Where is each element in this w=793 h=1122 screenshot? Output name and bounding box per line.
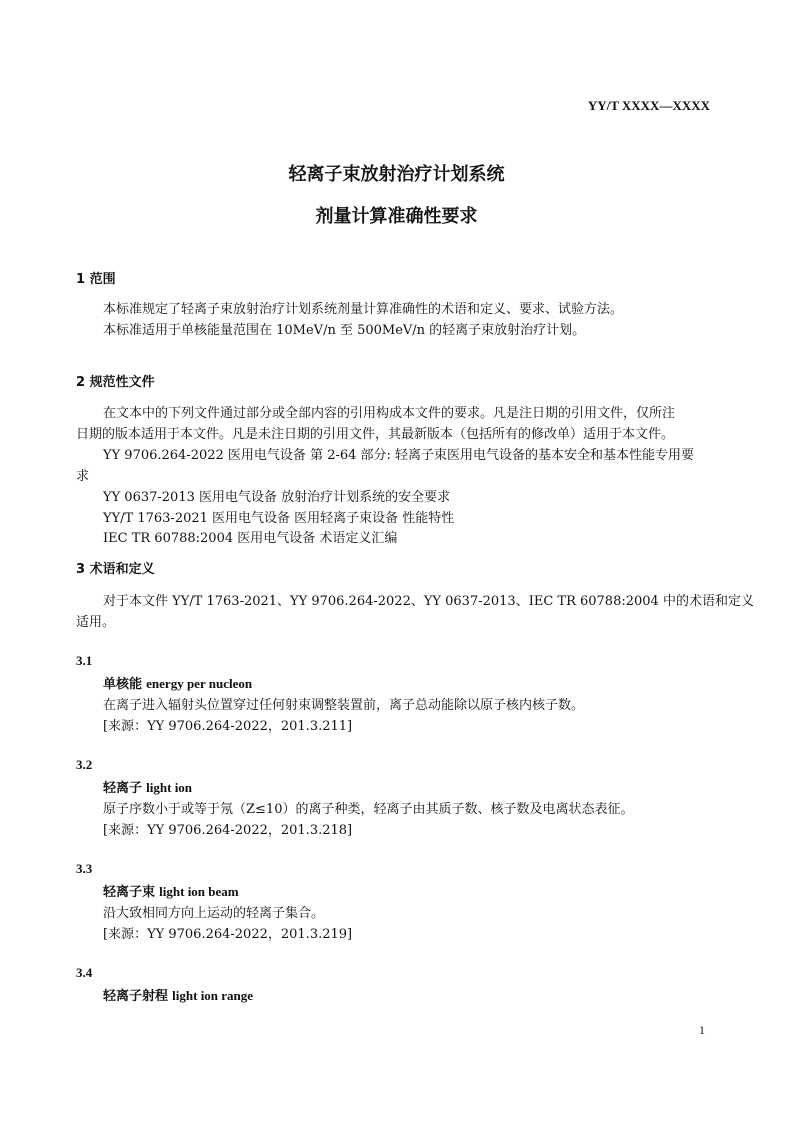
term-number: 3.4 xyxy=(76,965,93,980)
term-title xyxy=(103,673,252,692)
term-source: [来源：YY 9706.264-2022，201.3.218] xyxy=(103,823,353,838)
term-source: [来源：YY 9706.264-2022，201.3.219] xyxy=(103,927,353,942)
term-english: energy per nucleon xyxy=(146,676,253,691)
scope-paragraph: 本标准适用于单核能量范围在 10MeV/n 至 500MeV/n 的轻离子束放射治疗计划。 xyxy=(103,323,586,338)
reference-item: YY/T 1763-2021 医用电气设备 医用轻离子束设备 性能特性 xyxy=(103,511,455,526)
standard-code: YY/T XXXX—XXXX xyxy=(587,98,710,113)
references-paragraph: 日期的版本适用于本文件。凡是未注日期的引用文件，其最新版本（包括所有的修改单）适用于本文件。 xyxy=(76,427,675,442)
term-chinese: 单核能 xyxy=(103,677,143,692)
term-title xyxy=(103,881,239,900)
terms-paragraph: 适用。 xyxy=(76,615,116,630)
term-number: 3.3 xyxy=(76,861,93,876)
reference-item: YY 9706.264-2022 医用电气设备 第 2-64 部分: 轻离子束医用电气设备的基本安全和基本性能专用要 xyxy=(103,448,695,463)
terms-paragraph: 对于本文件 YY/T 1763-2021、YY 9706.264-2022、YY 0637-2013、IEC TR 60788:2004 中的术语和定义 xyxy=(103,594,754,609)
scope-paragraph: 本标准规定了轻离子束放射治疗计划系统剂量计算准确性的术语和定义、要求、试验方法。 xyxy=(103,302,624,317)
references-paragraph: 在文本中的下列文件通过部分或全部内容的引用构成本文件的要求。凡是注日期的引用文件，仅所注 xyxy=(103,406,676,421)
term-chinese: 轻离子射程 xyxy=(103,989,169,1004)
term-definition: 沿大致相同方向上运动的轻离子集合。 xyxy=(103,906,325,921)
reference-item: YY 0637-2013 医用电气设备 放射治疗计划系统的安全要求 xyxy=(103,490,451,505)
term-definition: 在离子进入辐射头位置穿过任何射束调整装置前，离子总动能除以原子核内核子数。 xyxy=(103,698,585,713)
section-heading-normative-references: 2 规范性文件 xyxy=(76,375,155,390)
term-source: [来源：YY 9706.264-2022，201.3.211] xyxy=(103,719,353,734)
reference-item: IEC TR 60788:2004 医用电气设备 术语定义汇编 xyxy=(103,531,398,546)
reference-item: 求 xyxy=(76,469,90,484)
term-english: light ion beam xyxy=(159,884,239,899)
term-chinese: 轻离子束 xyxy=(103,885,156,900)
term-number: 3.2 xyxy=(76,757,93,772)
term-title xyxy=(103,985,253,1004)
term-english: light ion xyxy=(146,780,193,795)
document-title-line1: 轻离子束放射治疗计划系统 xyxy=(288,164,505,185)
term-definition: 原子序数小于或等于氖（Z≤10）的离子种类，轻离子由其质子数、核子数及电离状态表征。 xyxy=(103,802,634,817)
term-chinese: 轻离子 xyxy=(103,781,143,796)
document-title-line2: 剂量计算准确性要求 xyxy=(315,206,478,227)
section-heading-scope: 1 范围 xyxy=(76,272,116,287)
page-number: 1 xyxy=(699,1023,705,1037)
term-title xyxy=(103,777,192,796)
section-heading-terms: 3 术语和定义 xyxy=(76,562,155,577)
term-number: 3.1 xyxy=(76,653,93,668)
term-english: light ion range xyxy=(172,988,254,1003)
